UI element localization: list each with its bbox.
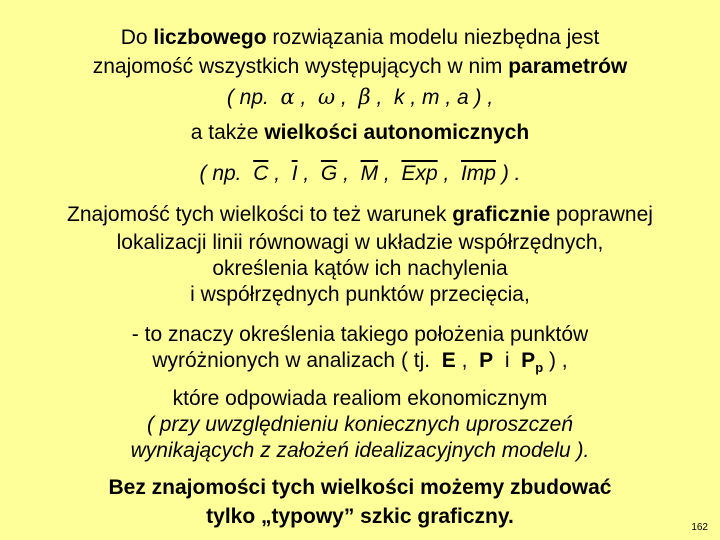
intro-text: znajomość wszystkich występujących w nim <box>92 55 509 78</box>
autonomous-item-exp: $\overline{Exp}$ <box>401 162 438 185</box>
parameters-examples: ( np. α , ω , β , k , m , a ) , <box>226 85 494 109</box>
graph-line-3: określenia kątów ich nachylenia <box>212 257 508 280</box>
autonomous-item-c: $\overline{C}$ <box>253 162 269 185</box>
beta-symbol: β <box>358 85 371 109</box>
intro-keyword-autonomous: wielkości autonomicznych <box>264 121 530 144</box>
graph-text: poprawnej <box>550 203 653 226</box>
autonomous-item-imp: $\overline{Imp}$ <box>460 162 496 185</box>
point-pp: P <box>521 349 536 372</box>
graph-text: Znajomość tych wielkości to też warunek <box>67 203 453 226</box>
autonomous-item-m: $\overline{M}$ <box>360 162 379 185</box>
alpha-symbol: α <box>280 85 295 109</box>
realia-line-2: ( przy uwzględnieniu koniecznych uproszczeń <box>146 413 574 436</box>
autonomous-close: ) . <box>501 162 521 185</box>
omega-symbol: ω <box>318 85 336 109</box>
intro-line-1 <box>0 26 720 50</box>
points-close: ) , <box>548 349 568 372</box>
intro-keyword-liczbowego: liczbowego <box>153 26 267 49</box>
point-p: P <box>479 349 494 372</box>
autonomous-examples: ( np. $\overline{C}$ , $\overline{I}$ , $\overline{G}$ , $\overline{M}$ , $\overline{Exp}$ , $\overline{Imp}$ ) . <box>199 162 521 185</box>
point-pp-subscript: p <box>535 360 544 375</box>
conclusion-line-2: tylko „typowy” szkic graficzny. <box>206 505 514 528</box>
autonomous-item-i: $\overline{I}$ <box>291 162 298 185</box>
conclusion-line-1: Bez znajomości tych wielkości możemy zbudować <box>108 476 612 499</box>
intro-text: a także <box>190 121 265 144</box>
autonomous-open: ( np. <box>199 162 242 185</box>
point-e: E <box>441 349 456 372</box>
graph-line-2: lokalizacji linii równowagi w układzie współrzędnych, <box>116 231 604 254</box>
realia-line-3: wynikających z założeń idealizacyjnych modelu ). <box>130 439 590 462</box>
page-number: 162 <box>691 522 708 533</box>
intro-line-2 <box>0 55 720 79</box>
points-line-2: wyróżnionych w analizach ( tj. E , P i $P_p$ ) , <box>152 349 568 375</box>
intro-text: Do <box>120 26 154 49</box>
realia-line-1: które odpowiada realiom ekonomicznym <box>172 387 548 410</box>
examples-rest: k , m , a ) , <box>394 86 494 109</box>
intro-keyword-parametrow: parametrów <box>508 55 628 78</box>
graph-line-4: i współrzędnych punktów przecięcia, <box>190 283 530 306</box>
points-conjunction: i <box>504 349 510 372</box>
points-line-1: - to znaczy określenia takiego położenia punktów <box>131 323 589 346</box>
graph-line-1 <box>0 203 720 227</box>
examples-open: ( np. <box>226 86 269 109</box>
autonomous-item-g: $\overline{G}$ <box>320 162 338 185</box>
intro-line-4 <box>0 121 720 145</box>
intro-text: rozwiązania modelu niezbędna jest <box>266 26 600 49</box>
points-text: wyróżnionych w analizach ( tj. <box>152 349 431 372</box>
graph-keyword-graficznie: graficznie <box>452 203 551 226</box>
